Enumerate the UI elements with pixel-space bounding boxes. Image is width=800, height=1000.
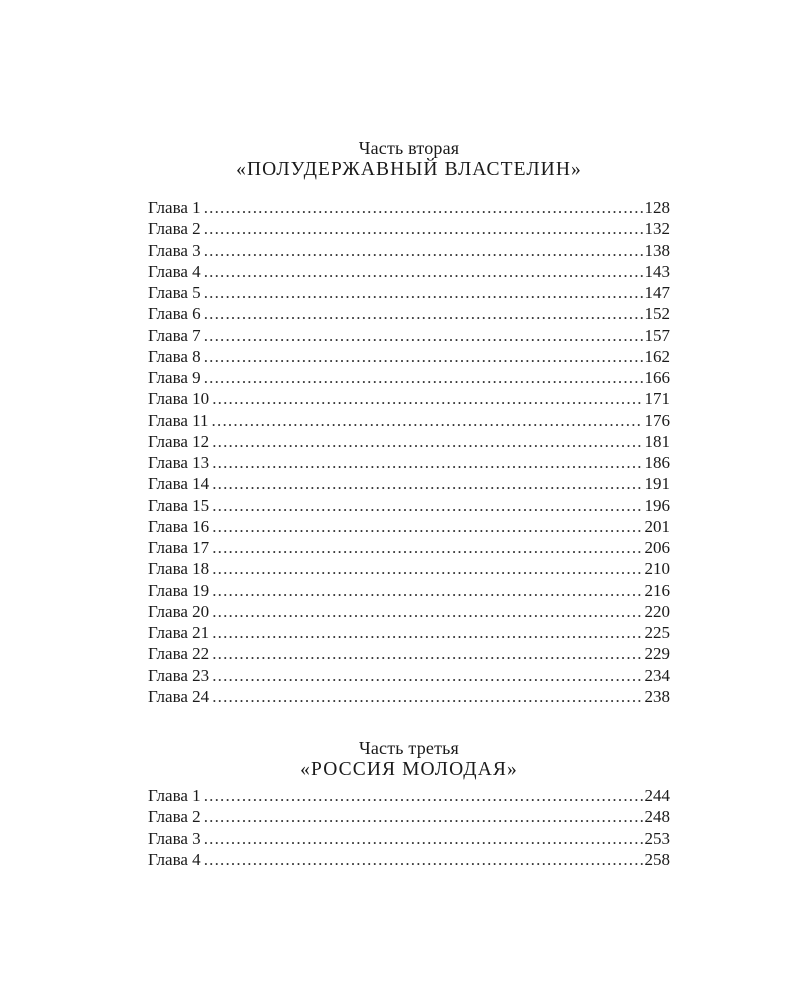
dot-leader	[204, 849, 643, 870]
chapter-label: Глава 11	[148, 410, 209, 430]
page-number: 147	[644, 283, 670, 302]
part-title: «РОССИЯ МОЛОДАЯ»	[300, 759, 518, 780]
toc-entry	[148, 240, 670, 261]
toc-entry	[148, 367, 670, 388]
dot-leader	[212, 558, 642, 579]
dot-leader	[212, 665, 642, 686]
toc-entry	[148, 643, 670, 664]
dot-leader	[204, 367, 643, 388]
part-three-section	[148, 737, 670, 870]
part-two-section	[148, 137, 670, 707]
page-number: 176	[644, 410, 670, 430]
dot-leader	[204, 346, 643, 367]
page-number: 225	[644, 623, 670, 642]
dot-leader	[212, 580, 642, 601]
chapter-label: Глава 1	[148, 198, 201, 217]
dot-leader	[204, 240, 643, 261]
chapter-label: Глава 3	[148, 240, 201, 260]
dot-leader	[212, 537, 642, 558]
page-number: 128	[644, 198, 670, 217]
part-label: Часть третья	[358, 738, 460, 758]
dot-leader	[212, 516, 642, 537]
dot-leader	[212, 410, 643, 431]
dot-leader	[212, 686, 642, 707]
chapter-label: Глава 14	[148, 474, 210, 494]
chapter-label: Глава 15	[148, 495, 210, 515]
chapter-label: Глава 10	[148, 389, 210, 409]
dot-leader	[212, 622, 642, 643]
chapter-label: Глава 1	[148, 786, 201, 805]
page-number: 206	[644, 538, 670, 557]
page-number: 196	[644, 495, 670, 515]
chapter-label: Глава 9	[148, 368, 201, 387]
dot-leader	[204, 303, 643, 324]
page-number: 132	[644, 219, 670, 239]
toc-entry	[148, 686, 670, 707]
chapter-label: Глава 2	[148, 219, 201, 239]
toc-entry	[148, 452, 670, 473]
chapter-label: Глава 24	[148, 686, 210, 706]
chapter-label: Глава 3	[148, 828, 201, 848]
page-number: 186	[644, 453, 670, 472]
chapter-label: Глава 12	[148, 431, 210, 451]
part-label: Часть вторая	[358, 138, 460, 158]
page-number: 220	[644, 601, 670, 621]
chapter-label: Глава 4	[148, 261, 201, 281]
toc-entry	[148, 282, 670, 303]
toc-entry	[148, 806, 670, 827]
chapter-label: Глава 21	[148, 623, 210, 642]
page-number: 244	[644, 786, 670, 805]
chapter-list	[148, 197, 670, 707]
page-number: 201	[644, 516, 670, 536]
dot-leader	[212, 643, 642, 664]
page-number: 229	[644, 644, 670, 664]
dot-leader	[212, 473, 642, 494]
dot-leader	[204, 218, 643, 239]
toc-entry	[148, 558, 670, 579]
toc-entry	[148, 325, 670, 346]
page-number: 238	[644, 686, 670, 706]
dot-leader	[212, 388, 642, 409]
toc-entry	[148, 828, 670, 849]
page-number: 191	[644, 474, 670, 494]
chapter-label: Глава 5	[148, 283, 201, 302]
chapter-label: Глава 4	[148, 849, 201, 869]
dot-leader	[212, 452, 642, 473]
toc-entry	[148, 849, 670, 870]
toc-entry	[148, 431, 670, 452]
dot-leader	[212, 431, 642, 452]
chapter-label: Глава 8	[148, 346, 201, 366]
page-number: 216	[644, 580, 670, 600]
dot-leader	[204, 325, 643, 346]
dot-leader	[204, 828, 643, 849]
part-title: «ПОЛУДЕРЖАВНЫЙ ВЛАСТЕЛИН»	[236, 159, 582, 180]
chapter-list	[148, 785, 670, 870]
toc-entry	[148, 303, 670, 324]
toc-entry	[148, 410, 670, 431]
toc-entry	[148, 516, 670, 537]
toc-entry	[148, 665, 670, 686]
page-number: 157	[644, 325, 670, 345]
page-number: 171	[644, 389, 670, 409]
page-number: 152	[644, 304, 670, 324]
page-number: 138	[644, 240, 670, 260]
dot-leader	[212, 495, 642, 516]
toc-entry	[148, 580, 670, 601]
chapter-label: Глава 13	[148, 453, 210, 472]
page-number: 258	[644, 849, 670, 869]
page-number: 143	[644, 261, 670, 281]
toc-entry	[148, 197, 670, 218]
dot-leader	[204, 197, 643, 218]
page-number: 248	[644, 807, 670, 827]
toc-entry	[148, 622, 670, 643]
page-number: 181	[644, 431, 670, 451]
dot-leader	[212, 601, 642, 622]
dot-leader	[204, 282, 643, 303]
dot-leader	[204, 806, 643, 827]
page-number: 210	[644, 559, 670, 579]
toc-entry	[148, 785, 670, 806]
chapter-label: Глава 7	[148, 325, 201, 345]
toc-entry	[148, 537, 670, 558]
chapter-label: Глава 23	[148, 665, 210, 685]
toc-entry	[148, 388, 670, 409]
chapter-label: Глава 16	[148, 516, 210, 536]
chapter-label: Глава 18	[148, 559, 210, 579]
chapter-label: Глава 19	[148, 580, 210, 600]
toc-entry	[148, 346, 670, 367]
page-number: 166	[644, 368, 670, 387]
page-number: 253	[644, 828, 670, 848]
chapter-label: Глава 2	[148, 807, 201, 827]
page-number: 162	[644, 346, 670, 366]
toc-entry	[148, 601, 670, 622]
toc-entry	[148, 473, 670, 494]
page-number: 234	[644, 665, 670, 685]
chapter-label: Глава 20	[148, 601, 210, 621]
chapter-label: Глава 22	[148, 644, 210, 664]
toc-entry	[148, 261, 670, 282]
chapter-label: Глава 6	[148, 304, 201, 324]
toc-entry	[148, 495, 670, 516]
dot-leader	[204, 785, 643, 806]
dot-leader	[204, 261, 643, 282]
chapter-label: Глава 17	[148, 538, 210, 557]
toc-entry	[148, 218, 670, 239]
